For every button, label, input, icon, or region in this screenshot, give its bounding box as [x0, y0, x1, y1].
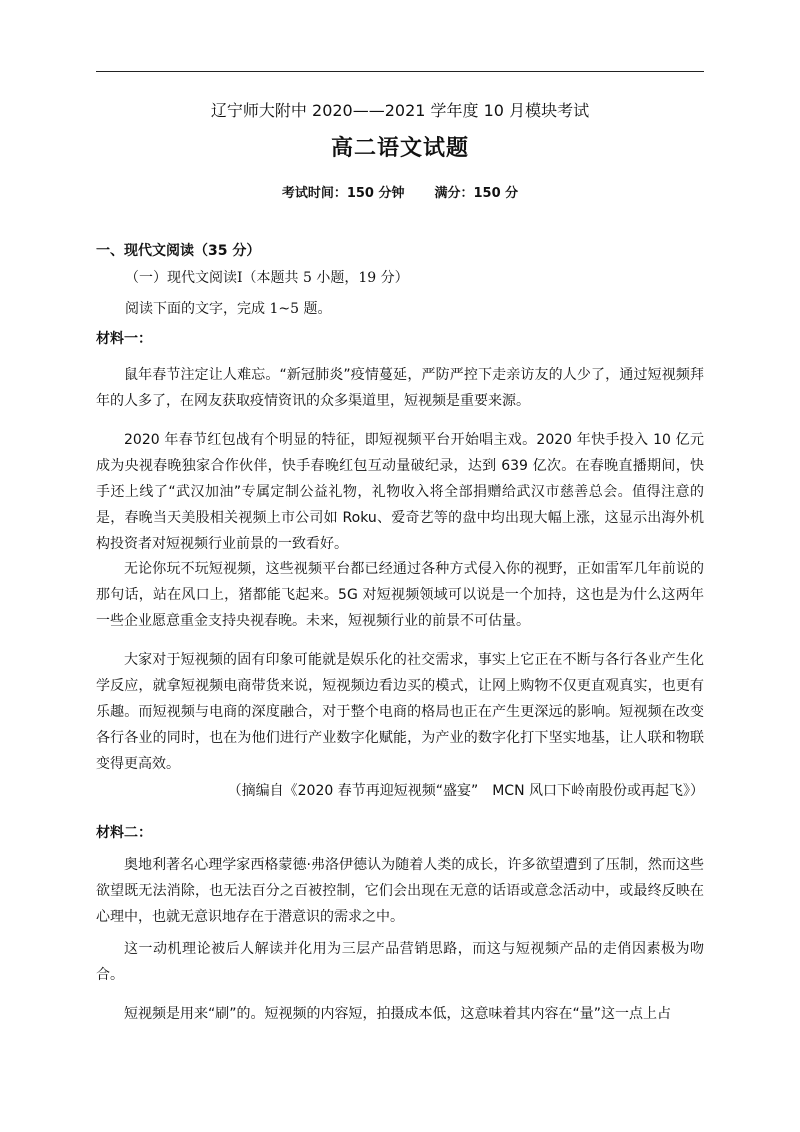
- exam-info: [0, 182, 800, 201]
- reading-instruction: 阅读下面的文字，完成 1~5 题。: [125, 301, 332, 317]
- material-two-label: 材料二：: [96, 825, 152, 841]
- material-two-paragraph: 奥地利著名心理学家西格蒙德·弗洛伊德认为随着人类的成长，许多欲望遭到了压制，然而这些欲望既无法消除，也无法百分之百被控制，它们会出现在无意的话语或意念活动中，或最终反映在心理中，也就无意识地存在于潜意识的需求之中。: [96, 857, 704, 925]
- section-heading: 一、现代文阅读（35 分）: [96, 243, 261, 259]
- material-one-citation: （摘编自《2020 春节再迎短视频“盛宴” MCN 风口下岭南股份或再起飞》）: [227, 783, 704, 799]
- material-one-paragraph: 鼠年春节注定让人难忘。“新冠肺炎”疫情蔓延，严防严控下走亲访友的人少了，通过短视频拜年的人多了，在网友获取疫情资讯的众多渠道里，短视频是重要来源。: [96, 367, 704, 409]
- material-two-paragraph: 短视频是用来“刷”的。短视频的内容短，拍摄成本低，这意味着其内容在“量”这一点上占: [124, 1006, 672, 1022]
- subsection-heading: （一）现代文阅读Ⅰ（本题共 5 小题，19 分）: [125, 270, 409, 286]
- exam-time: 考试时间：150 分钟: [281, 186, 405, 201]
- header-rule: [96, 71, 704, 72]
- exam-score: 满分：150 分: [434, 186, 519, 201]
- material-one-paragraph: 大家对于短视频的固有印象可能就是娱乐化的社交需求，事实上它正在不断与各行各业产生化学反应，就拿短视频电商带货来说，短视频边看边买的模式，让网上购物不仅更直观真实，也更有乐趣。而短视频与电商的深度融合，对于整个电商的格局也正在产生更深远的影响。短视频在改变各行各业的同时，也在为他们进行产业数字化赋能，为产业的数字化打下坚实地基，让人联和物联变得更高效。: [96, 652, 704, 772]
- exam-name: 辽宁师大附中 2020——2021 学年度 10 月模块考试: [210, 101, 590, 120]
- material-one-paragraph: 2020 年春节红包战有个明显的特征，即短视频平台开始唱主戏。2020 年快手投入 10 亿元成为央视春晚独家合作伙伴，快手春晚红包互动量破纪录，达到 639 亿次。在春晚直播期间，快手还上线了“武汉加油”专属定制公益礼物，礼物收入将全部捐赠给武汉市慈善总会。值得注意的是，春晚当天美股相关视频上市公司如 Roku、爱奇艺等的盘中均出现大幅上涨，这显示出海外机构投资者对短视频行业前景的一致看好。: [96, 432, 704, 552]
- material-one-label: 材料一：: [96, 331, 152, 347]
- page-title: 高二语文试题: [330, 136, 469, 161]
- material-one-paragraph: 无论你玩不玩短视频，这些视频平台都已经通过各种方式侵入你的视野，正如雷军几年前说的那句话，站在风口上，猪都能飞起来。5G 对短视频领域可以说是一个加持，这也是为什么这两年一些企业愿意重金支持央视春晚。未来，短视频行业的前景不可估量。: [96, 561, 704, 629]
- material-two-paragraph: 这一动机理论被后人解读并化用为三层产品营销思路，而这与短视频产品的走俏因素极为吻合。: [96, 941, 704, 983]
